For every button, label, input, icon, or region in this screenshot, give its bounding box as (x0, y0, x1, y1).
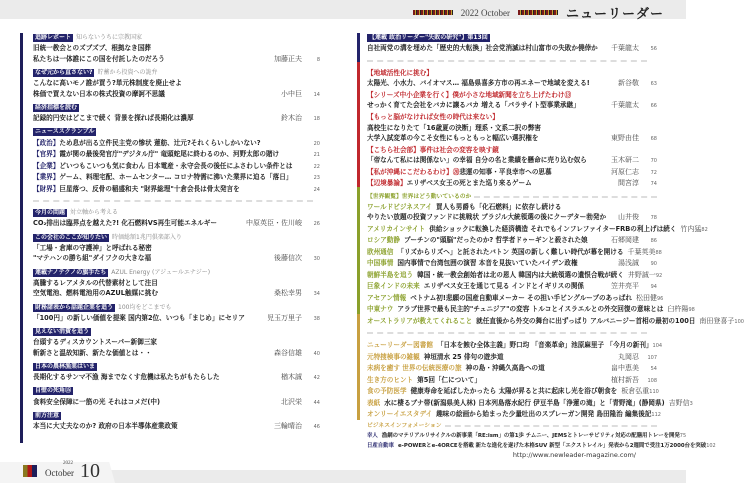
section-label: 前方注意 (35, 411, 60, 419)
entry-author: 新谷敬 (618, 79, 639, 88)
toc-entry[interactable] (367, 133, 657, 145)
entry-title: 太陽光、小水力、バイオマス… 福島県喜多方市の再エネーで地域を変える! (367, 79, 590, 88)
entry-text: アラブ世界で最も民主的"チュニジア"の変容 トルコとイスラエルとの外交回復の意味とは (397, 305, 664, 314)
entry-title: "マテハンの勝ち組"ダイフクの大きな福 (33, 254, 152, 262)
entry-category: ワールドビジネスアイ (367, 202, 433, 211)
entry-page: 26 (313, 221, 320, 227)
decorative-stripe (413, 10, 453, 15)
entry-category: 生き方のヒント (367, 375, 414, 384)
news-entry[interactable] (33, 138, 320, 150)
entry-page: 21 (313, 152, 320, 158)
toc-entry[interactable] (367, 43, 657, 55)
section-heading: 【こちら社会部】事件は社会の変容を映す鏡 (367, 145, 499, 154)
divider (367, 332, 647, 334)
toc-entry[interactable] (367, 235, 657, 247)
entry-title (33, 172, 302, 183)
entry-page: 30 (313, 256, 320, 262)
entry-page: 112 (651, 412, 661, 419)
section-header (33, 268, 320, 278)
section-header (33, 303, 320, 313)
footer-issue-number: 10 (80, 460, 100, 482)
entry-author: 千葉龍太 (611, 101, 639, 110)
toc-entry[interactable] (367, 212, 657, 224)
entry-title: 本当に大丈夫なのか? 政府の日本半導体産業政策 (33, 422, 178, 430)
section-heading: 【シリーズ中小企業を行く】僕が小さな地域新聞を立ち上げたわけ⑬ (367, 90, 572, 99)
toc-section (33, 103, 320, 125)
section-heading: 【地域活性化に挑む】 (367, 68, 433, 77)
entry-category: 未病を癒す 世界の伝統医療の旅 (367, 364, 462, 373)
entry-title (367, 178, 614, 189)
entry-page: 74 (650, 181, 657, 188)
toc-entry-line[interactable] (33, 348, 320, 360)
entry-category: 元特捜検事の雑観 (367, 352, 420, 361)
section-label: 経済指標を読む (35, 103, 78, 111)
toc-entry[interactable] (367, 363, 657, 375)
toc-entry[interactable] (367, 293, 664, 305)
entry-title: 「帝なんて私には関係ない」の幸福 自分の名と業績を懸命に売り込む奴ら (367, 156, 587, 165)
toc-entry[interactable] (367, 247, 662, 259)
masthead (413, 3, 664, 22)
entry-page: 75 (679, 432, 687, 439)
entry-page: 98 (688, 307, 695, 314)
toc-entry-line[interactable] (33, 397, 320, 409)
entry-title: CO₂排出は臨界点を越えた?! 化石燃料VS再生可能エネルギー (33, 219, 217, 227)
entry-title (367, 293, 632, 304)
entry-author: 森谷信雄 (274, 348, 302, 357)
entry-page: 40 (313, 350, 320, 357)
section-header (33, 208, 320, 218)
section-subtitle: 貯蓄から投資への詭弁 (97, 69, 158, 76)
entry-page: 104 (652, 343, 663, 350)
entry-title: せっかく育てた会社をバカに譲るバカ 増える「パラサイト型事業承継」 (367, 101, 580, 110)
section-label: 【連載 政治リーダー"失敗の研究"】第13回 (369, 33, 488, 41)
news-tag: 【業界】 (33, 173, 60, 181)
section-header (33, 33, 320, 43)
entry-title: 株価で買えない日本の株式投資の摩訶不思議 (33, 89, 165, 98)
entry-title: 私たちは一体誰にこの国を付託したのだろう (33, 54, 165, 63)
toc-entry[interactable] (367, 167, 657, 179)
entry-author: 山井俊 (618, 213, 639, 222)
section-label: 連載ナノテクノの旗手たち (35, 268, 107, 276)
entry-text: エリザベス女王を通じて見る インドとイギリスの関係 (423, 282, 585, 291)
entry-text: 供給ショックに転換した経済構造 それでもインフレファイターFRBの利上げは続く (429, 224, 677, 233)
entry-page: 102 (706, 443, 716, 450)
entry-category: オーストラリアが教えてくれること (367, 316, 473, 325)
entry-category: オンリーイエスタデイ (367, 410, 433, 419)
toc-entry[interactable] (367, 304, 695, 316)
section-heading: 【私が沖縄にこだわるわけ】⑳ (367, 167, 460, 176)
section-label: 日本の農林漁業はいま (35, 362, 96, 370)
entry-author: 吉野信 (668, 398, 690, 407)
entry-author: 河原仁志 (611, 167, 639, 176)
entry-title (367, 352, 614, 363)
entry-author: 千葉龍太 (611, 44, 639, 52)
footer-year: 2022 (63, 461, 73, 466)
entry-text: 健康寿命を延ばしたかったら 太陽が昇ると共に起床し光を浴び朝食を (410, 387, 618, 396)
entry-author: 千葉英美 (627, 247, 656, 256)
entry-title: 「100円」の新しい価値を提案 国内第2位、いつも「まじめ」にセリア (33, 313, 245, 322)
toc-left-column (20, 33, 320, 443)
toc-entry-line[interactable] (33, 113, 320, 125)
divider (367, 60, 647, 62)
section-label: 自壁の死角⑮ (35, 387, 72, 394)
entry-page: 20 (313, 140, 320, 147)
entry-text: 「日本を蝕む全体主義」野口均 「音楽革命」池原麻里子 「今月の新刊」 (436, 341, 653, 350)
entry-category: 中東ナウ (367, 305, 394, 314)
entry-page: 92 (655, 272, 663, 279)
entry-text: 韓国・統一教会創始者は北の恩人 韓国内は大統領選の遺恨合戦が続く (417, 270, 624, 279)
toc-entry[interactable] (367, 398, 693, 410)
entry-text: 国内事情で台湾包囲の演習 本音を見抜いていたバイデン政権 (397, 259, 578, 268)
section-label: この会社のここが知りたい (35, 233, 108, 241)
entry-category: アメリカインサイト (367, 224, 426, 233)
toc-section (33, 33, 320, 65)
news-text: ため息が出る立件民主党の惨状 蓮舫、辻元?それくらいしかいない? (59, 138, 261, 147)
entry-title (367, 202, 657, 213)
entry-title: 長期化するサンマ不漁 海までなくす危機は私たちがもたらした (33, 373, 220, 381)
entry-title: 記録的円安はどこまで続く 背景を探れば長期化は濃厚 (33, 114, 194, 122)
entry-title (367, 270, 624, 281)
section-heading: 【もっと脳がなければ女性の時代は来ない】 (367, 112, 499, 121)
section-label: なぜ元から直さない? (35, 69, 93, 76)
entry-page: 3 (689, 400, 693, 407)
divider (445, 425, 657, 427)
entry-author: 加藤正夫 (274, 54, 302, 63)
toc-entry[interactable] (367, 155, 657, 167)
entry-category: 中国事情 (367, 259, 394, 268)
toc-entry[interactable] (367, 224, 708, 236)
entry-page: 22 (313, 163, 320, 170)
toc-section (33, 411, 320, 433)
entry-title (33, 149, 302, 160)
entry-title: 高校生になりたて「16歳夏の決断」理系・文系二択の弊害 (367, 123, 542, 132)
entry-page: 86 (650, 238, 657, 245)
entry-author: 松田健 (635, 293, 657, 302)
entry-title: 自社両党の溝を埋めた「歴史的大転換」社会党消滅は村山富市の失敗か僥倖か (367, 44, 598, 52)
entry-author: 北沢栄 (281, 397, 302, 406)
entry-category: アセアン情報 (367, 293, 407, 302)
entry-author: 東野由佳 (611, 134, 639, 143)
section-header (33, 327, 320, 337)
section-label: 見えない消費を追う (35, 327, 90, 335)
entry-title (367, 375, 607, 386)
entry-title: 高騰するレアメタルの代替素材として注目 (33, 278, 158, 287)
section-subtitle: 対立軸から考える (70, 209, 119, 216)
news-text: ゲーム、料理宅配、ホームセンター… コロナ特需に沸いた業界に迫る「落日」 (59, 173, 293, 181)
entry-page: 63 (650, 81, 657, 88)
entry-author: 鈴木治 (281, 114, 302, 122)
toc-section (33, 327, 320, 359)
serial-header (367, 33, 657, 43)
section-header (33, 387, 320, 397)
toc-entry[interactable] (367, 178, 657, 190)
toc-entry-line[interactable] (33, 89, 320, 101)
entry-title (367, 363, 607, 374)
toc-entry-line[interactable] (33, 337, 320, 348)
news-entry[interactable] (33, 149, 320, 161)
section-header (33, 68, 320, 78)
entry-title (33, 184, 302, 195)
entry-text: 第5回「仁について」 (417, 375, 481, 384)
toc-entry-line[interactable] (33, 253, 320, 265)
news-text: 霞が関の最後発官庁"デジタル庁" 竜頭蛇尾に終わるのか、河野太郎の賭け (59, 150, 280, 158)
entry-page: 42 (313, 375, 320, 381)
entry-title (367, 340, 653, 351)
toc-entry-line[interactable] (33, 218, 320, 230)
section-subtitle: 時価総額1兆円倶楽部入り (112, 233, 182, 241)
section-label: ニューススクランブル (35, 128, 95, 135)
entry-page: 56 (650, 46, 657, 52)
entry-page: 110 (649, 389, 659, 396)
section-heading: 【辺境暴論】 (367, 179, 407, 188)
news-text: 巨星落つ、反骨の稲盛和夫 "財界総理"十倉会長は骨太発言を (59, 184, 240, 193)
entry-category: 食の予防医学 (367, 387, 407, 396)
section-subtitle: 100均をどこまでも (118, 303, 172, 311)
entry-page: 68 (650, 136, 657, 143)
entry-page: 100 (734, 318, 744, 325)
entry-page: 24 (313, 186, 320, 193)
entry-text: やりたい放題の投資ファンドに挑戦状 ブラジル大統領選の後にクーデター勃発か (367, 213, 607, 222)
toc-section (33, 68, 320, 100)
news-tag: 【財界】 (33, 184, 60, 193)
entry-title (367, 167, 607, 178)
section-heading-text: 【世界観覧】世界はどう動いているのか (367, 193, 472, 200)
section-heading (367, 421, 657, 431)
entry-title (367, 235, 607, 246)
entry-title (367, 409, 651, 420)
entry-author: 楢木誠 (281, 373, 302, 381)
entry-author: 植村新吾 (611, 375, 639, 384)
entry-category: 巨象インドの未来 (367, 282, 420, 291)
entry-title: 食料安全保障に一筋の光 それはコメだ(中) (33, 397, 161, 406)
section-header (33, 103, 320, 113)
magazine-logo: ニューリーダー (565, 6, 664, 21)
news-text: どいつもこいつも気に食わん 日本電産・永守会長の後任にふさわしい条件とは (59, 161, 293, 170)
toc-section (33, 362, 320, 384)
entry-page: 88 (655, 249, 662, 256)
entry-text: プーチンの"頭脳"だったのか? 哲学者ドゥーギンと殺された娘 (403, 236, 588, 245)
entry-page: 38 (313, 315, 320, 322)
toc-entry[interactable] (367, 316, 744, 328)
entry-page: 108 (647, 377, 657, 384)
entry-title: 大学入試変革の今こそ女性にもっともっと幅広い選択権を (367, 134, 539, 143)
entry-author: 石郷岡建 (611, 236, 639, 245)
footer-month: October (45, 468, 74, 478)
section-header (33, 128, 320, 138)
entry-text: e-POWERとe-4ORCEを搭載 新たな進化を遂げた本格SUV 新型「エクストレイル」発表から2週間で受注1万2000台を突破 (397, 443, 707, 450)
toc-section (33, 128, 320, 196)
website-url[interactable]: http://www.newleader-magazine.com/ (512, 451, 636, 459)
entry-page: 14 (313, 91, 320, 98)
entry-author: 間宮淳 (618, 179, 639, 188)
section-label: 今月の問題 (35, 209, 66, 216)
toc-entry-line[interactable] (33, 288, 320, 300)
entry-author: 畠中恵美 (611, 364, 639, 373)
entry-text: 就任直後から外交の舞台に出ずっぱり アルバニージー首相の最初の100日 (476, 316, 696, 325)
entry-title (367, 431, 680, 442)
entry-author: 玉木研二 (611, 156, 639, 165)
entry-title (367, 316, 695, 327)
toc-entry[interactable] (367, 270, 663, 282)
entry-author: 竹内猛 (680, 224, 702, 233)
entry-author: 中原英臣・佐川峻 (246, 219, 302, 227)
toc-entry[interactable] (367, 409, 661, 421)
entry-page: 8 (316, 56, 320, 63)
entry-page: 34 (313, 291, 320, 297)
toc-entry[interactable] (367, 340, 663, 352)
entry-text: エリザベス女王の死とまた巡り来るゲーム (406, 179, 532, 188)
entry-title (367, 398, 665, 409)
entry-author: 臼杵陽 (667, 305, 689, 314)
entry-text: 「リズからリズへ」と託されたバトン 英国の新しく難しい時代が幕を開ける (397, 247, 624, 256)
entry-category: ロシア動静 (367, 236, 400, 245)
entry-title: 空気電池、燃料電池用のAZUL触媒に挑む (33, 289, 158, 297)
section-subtitle: 知らないうちに宗教国家 (76, 34, 143, 41)
entry-author: 湯浅誠 (618, 259, 639, 268)
toc-entry[interactable] (367, 352, 657, 364)
section-header (33, 411, 320, 421)
toc-entry-line[interactable] (33, 421, 320, 433)
entry-author: 後藤信次 (274, 254, 302, 262)
entry-page: 107 (647, 354, 657, 361)
news-tag: 【政治】 (33, 138, 60, 147)
toc-entry-line[interactable] (33, 78, 320, 89)
entry-page: 54 (650, 366, 657, 373)
toc-entry-line[interactable] (33, 243, 320, 254)
entry-title: 「工場・倉庫の守護神」と呼ばれる秘密 (33, 243, 152, 252)
entry-page: 72 (650, 169, 657, 176)
news-tag: 【企業】 (33, 161, 60, 170)
entry-title (33, 161, 302, 172)
entry-title (367, 212, 614, 223)
entry-title: 斬新さと温故知新、新たな価値とは・・ (33, 348, 152, 357)
entry-text: 悲運の知事・平良幸市への思慕 (459, 167, 552, 176)
decorative-stripe (518, 10, 558, 15)
entry-author: 桑松幸男 (274, 289, 302, 297)
toc-section (33, 233, 320, 265)
entry-title: こんなに高いモノ誰が買う?単元株制度を廃止せよ (33, 79, 182, 87)
toc-entry[interactable] (367, 123, 657, 134)
entry-author: 三輪晴治 (274, 422, 302, 430)
toc-entry[interactable] (367, 202, 657, 213)
toc-entry[interactable] (367, 281, 657, 293)
toc-entry-line[interactable] (33, 313, 320, 325)
entry-text: 水に棲るブナ帯(新潟県美人林) 日本列島落水紀行 伊豆半島「浄蓮の滝」と「青野滝」(静岡県) (384, 398, 665, 407)
entry-page: 96 (656, 295, 664, 302)
issue-date: 2022 October (460, 7, 510, 18)
section-label: 財務諸表から話題企業を追う (35, 303, 114, 311)
entry-author: 小中巨 (281, 89, 302, 98)
toc-entry[interactable] (367, 431, 687, 442)
entry-page: 82 (701, 226, 708, 233)
entry-title: 台頭するディスカウントスーパー新御三家 (33, 338, 158, 346)
entry-title (367, 281, 607, 292)
toc-entry-line[interactable] (33, 278, 320, 289)
entry-page: 70 (650, 158, 657, 165)
section-label: 追跡レポート (35, 34, 72, 41)
entry-title (367, 258, 614, 269)
entry-title (33, 138, 302, 149)
entry-page: 94 (650, 284, 657, 291)
section-heading (367, 192, 657, 202)
entry-category: 欧州通信 (367, 247, 394, 256)
entry-category: 幸人 (367, 432, 378, 439)
news-entry[interactable] (33, 184, 320, 196)
entry-author: 板倉弘重 (621, 387, 650, 396)
entry-page: 46 (313, 424, 320, 430)
entry-text: 神垣清水 25 俳句の遊歩道 (423, 352, 504, 361)
section-header (33, 233, 320, 243)
entry-title (367, 247, 623, 258)
toc-entry-line[interactable] (33, 372, 320, 384)
toc-right-column (357, 33, 744, 452)
entry-text: 漁網のマテリアルリサイクルの新事業「RE:ism」の第1歩 チムニー、JEMSとトレーサビリティ対応の配膳用トレーを開発 (381, 432, 680, 439)
entry-author: 児玉万里子 (267, 313, 302, 322)
entry-category: ニューリーダー図書館 (367, 341, 433, 350)
entry-title (367, 386, 617, 397)
toc-entry[interactable] (367, 386, 657, 398)
entry-text: 趣味の絵画から始まった少量吐出のスプレーガン開発 島田隆治 編集後記 (436, 410, 652, 419)
entry-category: 日産自動車 (367, 443, 394, 450)
entry-category: 朝鮮半島を追う (367, 270, 414, 279)
news-entry[interactable] (33, 172, 320, 184)
entry-text: 買人も男爵も「化石燃料」に依存し続ける (436, 202, 562, 211)
news-tag: 【官界】 (33, 150, 60, 158)
entry-author: 井野誠一 (627, 270, 656, 279)
section-subtitle: AZUL Energy (アジュールエナジー) (111, 268, 211, 276)
toc-entry-line[interactable] (33, 54, 320, 66)
divider (474, 196, 657, 198)
news-entry[interactable] (33, 161, 320, 173)
toc-section (33, 303, 320, 325)
entry-category: 表紙 (367, 398, 381, 407)
toc-entry[interactable] (367, 375, 657, 387)
toc-entry-line[interactable] (33, 43, 320, 54)
entry-page: 23 (313, 175, 320, 181)
entry-author: 笠井亮平 (611, 282, 639, 291)
entry-page: 90 (650, 261, 657, 268)
toc-entry[interactable] (367, 100, 657, 112)
entry-page: 18 (313, 116, 320, 122)
footer-color-mark (23, 465, 37, 477)
entry-title (367, 304, 663, 315)
toc-entry[interactable] (367, 258, 657, 270)
toc-entry[interactable] (367, 78, 657, 90)
entry-text: ベトナム初!悲願の国産自動車メーカー その担い手ビングループのあっぱれ (410, 293, 632, 302)
toc-section (33, 208, 320, 230)
section-header (33, 362, 320, 372)
entry-page: 44 (313, 399, 320, 406)
section-heading-text: ビジネスインフォメーション (367, 422, 442, 429)
entry-title: 旧統一教会とのズブズブ、根拠なき国葬 (33, 44, 151, 52)
entry-page: 78 (650, 215, 657, 222)
toc-section (33, 387, 320, 409)
divider (33, 200, 313, 202)
entry-author: 南田登喜子 (699, 316, 735, 325)
toc-section (33, 268, 320, 300)
entry-author: 丸岡忍 (618, 352, 639, 361)
entry-text: 神の島・沖縄久高島への道 (465, 364, 545, 373)
entry-page: 66 (650, 103, 657, 110)
entry-title (367, 224, 676, 235)
